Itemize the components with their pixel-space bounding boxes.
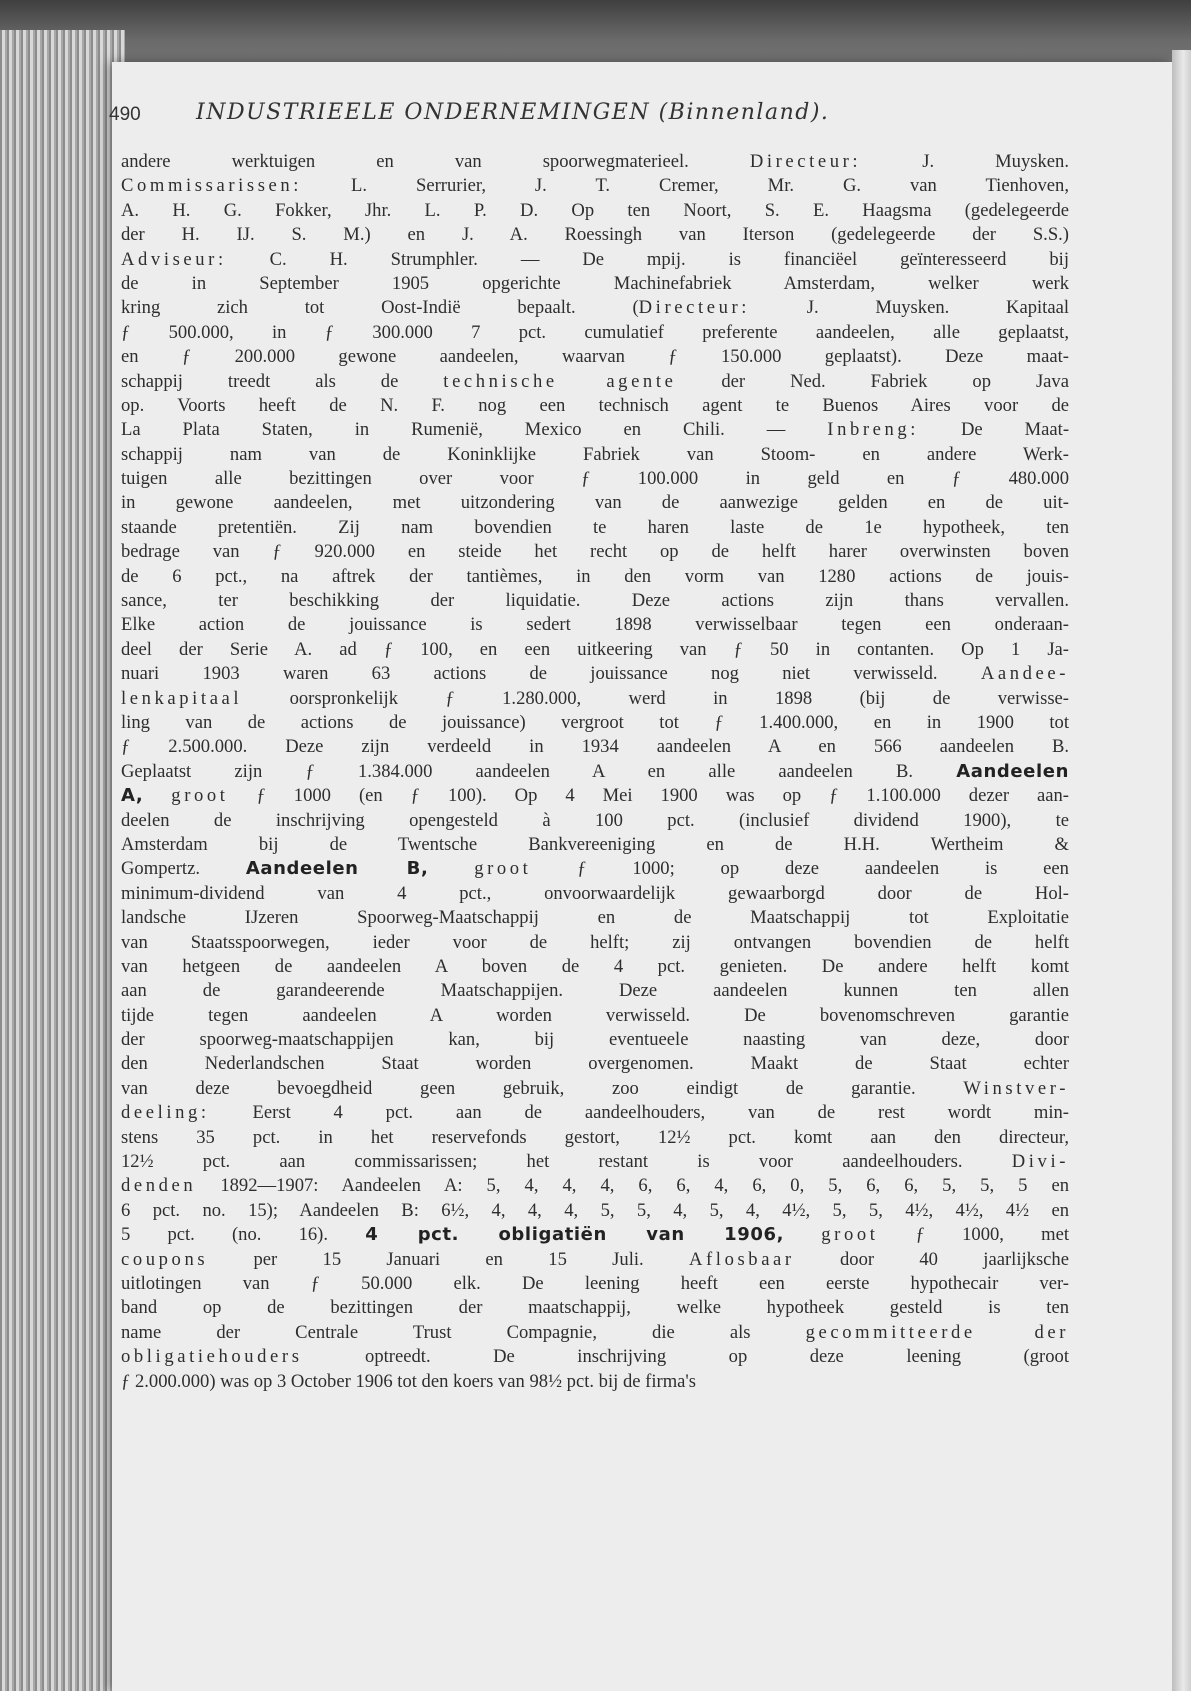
text-line [121,272,1069,296]
text-run: ƒ 2.500.000. Deze zijn verdeeld in 1934 aandeelen A en 566 aandeelen B. [121,736,1069,758]
text-run: 1892—1907: Aandeelen A: 5, 4, 4, 4, 6, 6, 4, 6, 0, 5, 6, 6, 5, 5, 5 en [196,1175,1069,1197]
text-line [121,760,1069,784]
text-run: de 6 pct., na aftrek der tantièmes, in den vorm van 1280 actions de jouis- [121,565,1069,587]
text-run: van hetgeen de aandeelen A boven de 4 pct. genieten. De andere helft komt [121,955,1069,977]
text-run: der spoorweg-maatschappijen kan, bij eventueele naasting van deze, door [121,1029,1069,1051]
text-line [121,1370,1069,1394]
text-run [428,858,474,879]
text-run: L. Serrurier, J. T. Cremer, Mr. G. van Tienhoven, [302,175,1069,197]
text-line [121,1199,1069,1223]
text-run [784,1224,821,1245]
text-line [121,613,1069,637]
text-run: Amsterdam bij de Twentsche Bankvereeniging en de H.H. Wertheim & [121,833,1069,855]
text-run: in gewone aandeelen, met uitzondering van de aanwezige gelden en de uit- [121,492,1069,514]
text-line [121,1345,1069,1369]
text-run: stens 35 pct. in het reservefonds gestort, 12½ pct. komt aan den directeur, [121,1126,1069,1148]
bold-heading: 4 pct. obligatiën van 1906, [365,1224,785,1246]
text-run: Elke action de jouissance is sedert 1898 verwisselbaar tegen een onderaan- [121,614,1069,636]
text-run: tijde tegen aandeelen A worden verwisseld. De bovenomschreven garantie [121,1004,1069,1026]
spaced-term: Directeur: [638,297,751,319]
text-run: Gompertz. [121,858,246,880]
text-line [121,906,1069,930]
text-run: de in September 1905 opgerichte Machinefabriek Amsterdam, welker werk [121,272,1069,294]
text-line [121,296,1069,320]
book-right-edge [1172,50,1191,1691]
text-run: deel der Serie A. ad ƒ 100, en een uitkeering van ƒ 50 in contanten. Op 1 Ja- [121,638,1069,660]
spaced-term: groot [474,858,532,880]
text-line [121,394,1069,418]
body-text [121,150,1069,1394]
text-run: deelen de inschrijving opengesteld à 100 pct. (inclusief dividend 1900), te [121,809,1069,831]
spaced-term: Adviseur: [121,248,227,270]
text-run: schappij treedt als de [121,370,444,392]
text-line [121,1321,1069,1345]
text-line [121,491,1069,515]
text-line [121,1101,1069,1125]
text-line [121,1223,1069,1247]
text-run: C. H. Strumphler. — De mpij. is financiëel geïnteresseerd bij [226,248,1069,270]
text-run: A. H. G. Fokker, Jhr. L. P. D. Op ten Noort, S. E. Haagsma (gedelegeerde [121,199,1069,221]
spaced-term: gecommitteerde der [805,1321,1069,1343]
text-run: landsche IJzeren Spoorweg-Maatschappij en de Maatschappij tot Exploitatie [121,907,1069,929]
spaced-term: Aandee- [980,663,1069,685]
text-line [121,882,1069,906]
text-run: minimum-dividend van 4 pct., onvoorwaardelijk gewaarborgd door de Hol- [121,882,1069,904]
text-run: ƒ 1000, met [878,1224,1069,1246]
text-run: der Ned. Fabriek op Java [676,370,1069,392]
spaced-term: obligatiehouders [121,1346,303,1368]
text-run: der H. IJ. S. M.) en J. A. Roessingh van Iterson (gedelegeerde der S.S.) [121,224,1069,246]
spaced-term: denden [121,1175,197,1197]
text-line [121,687,1069,711]
text-line [121,1028,1069,1052]
text-line [121,565,1069,589]
text-run: ƒ 1000 (en ƒ 100). Op 4 Mei 1900 was op ƒ 1.100.000 dezer aan- [228,785,1069,807]
spaced-term: deeling: [121,1102,210,1124]
text-run: J. Muysken. [861,151,1069,172]
text-line [121,1296,1069,1320]
text-run: op. Voorts heeft de N. F. nog een technisch agent te Buenos Aires voor de [121,394,1069,416]
text-line [121,735,1069,759]
text-run: 6 pct. no. 15); Aandeelen B: 6½, 4, 4, 4, 5, 5, 4, 5, 4, 4½, 5, 5, 4½, 4½, 4½ en [121,1199,1069,1221]
text-line [121,1004,1069,1028]
spaced-term: groot [821,1224,879,1246]
text-run: 12½ pct. aan commissarissen; het restant is voor aandeelhouders. [121,1151,1012,1173]
text-line [121,467,1069,491]
text-run: ƒ 500.000, in ƒ 300.000 7 pct. cumulatief preferente aandeelen, alle geplaatst, [121,321,1069,343]
text-line [121,174,1069,198]
text-run: 5 pct. (no. 16). [121,1224,366,1246]
spaced-term: Commissarissen: [121,175,303,197]
text-run: nuari 1903 waren 63 actions de jouissance nog niet verwisseld. [121,663,981,685]
bold-heading: Aandeelen [956,760,1069,782]
text-line [121,199,1069,223]
text-run: bedrage van ƒ 920.000 en steide het recht op de helft harer overwinsten boven [121,541,1069,563]
text-line [121,711,1069,735]
text-run: band op de bezittingen der maatschappij, welke hypotheek gesteld is ten [121,1297,1069,1319]
text-run: Eerst 4 pct. aan de aandeelhouders, van de rest wordt min- [209,1102,1069,1124]
text-line [121,516,1069,540]
text-line [121,1126,1069,1150]
text-run: De Maat- [919,419,1070,441]
text-run: ling van de actions de jouissance) vergroot tot ƒ 1.400.000, en in 1900 tot [121,711,1069,733]
text-line [121,223,1069,247]
bold-heading: A, [121,785,144,807]
text-line [121,248,1069,272]
text-run: staande pretentiën. Zij nam bovendien te haren laste de 1e hypotheek, ten [121,516,1069,538]
spaced-term: Directeur: [749,151,862,172]
page-number: 490 [109,104,141,125]
text-run: oorspronkelijk ƒ 1.280.000, werd in 1898 (bij de verwisse- [242,687,1069,709]
spaced-term: Winstver- [963,1077,1069,1099]
text-run: tuigen alle bezittingen over voor ƒ 100.000 in geld en ƒ 480.000 [121,468,1069,490]
bold-heading: Aandeelen B, [245,858,429,880]
text-run: den Nederlandschen Staat worden overgenomen. Maakt de Staat echter [121,1053,1069,1075]
spaced-term: groot [171,785,229,807]
spaced-term: Aflosbaar [688,1248,795,1270]
text-line [121,1052,1069,1076]
text-run: name der Centrale Trust Compagnie, die als [121,1321,806,1343]
text-run [143,785,171,806]
text-run: ƒ 2.000.000) was op 3 October 1906 tot den koers van 98½ pct. bij de firma's [121,1370,696,1392]
text-run: uitlotingen van ƒ 50.000 elk. De leening heeft een eerste hypothecair ver- [121,1272,1069,1294]
text-run: en ƒ 200.000 gewone aandeelen, waarvan ƒ 150.000 geplaatst). Deze maat- [121,346,1069,368]
text-run: J. Muysken. Kapitaal [750,297,1070,319]
text-line [121,809,1069,833]
text-run: sance, ter beschikking der liquidatie. Deze actions zijn thans vervallen. [121,590,1069,612]
text-run: La Plata Staten, in Rumenië, Mexico en Chili. — [121,419,828,441]
text-run: kring zich tot Oost-Indië bepaalt. ( [121,297,639,319]
spaced-term: coupons [121,1248,209,1270]
spaced-term: technische agente [443,370,677,392]
text-line [121,345,1069,369]
text-line [121,931,1069,955]
text-run: andere werktuigen en van spoorwegmaterieel. [121,151,750,172]
text-run: Geplaatst zijn ƒ 1.384.000 aandeelen A en alle aandeelen B. [121,760,957,782]
text-line [121,662,1069,686]
text-line [121,418,1069,442]
spaced-term: Divi- [1011,1151,1069,1173]
text-line [121,589,1069,613]
spaced-term: lenkapitaal [121,687,243,709]
text-line [121,638,1069,662]
text-line [121,1150,1069,1174]
text-run: van deze bevoegdheid geen gebruik, zoo eindigt de garantie. [121,1077,964,1099]
text-line [121,1248,1069,1272]
text-run: optreedt. De inschrijving op deze leening (groot [302,1346,1069,1368]
text-line [121,370,1069,394]
text-run: door 40 jaarlijksche [794,1248,1069,1270]
text-line [121,443,1069,467]
text-run: schappij nam van de Koninklijke Fabriek van Stoom- en andere Werk- [121,443,1069,465]
text-run: per 15 Januari en 15 Juli. [208,1248,689,1270]
text-line [121,540,1069,564]
text-run: van Staatsspoorwegen, ieder voor de helft; zij ontvangen bovendien de helft [121,931,1069,953]
running-title: INDUSTRIEELE ONDERNEMINGEN (Binnenland). [196,100,830,125]
text-run: aan de garandeerende Maatschappijen. Deze aandeelen kunnen ten allen [121,980,1069,1002]
book-page-edges [0,30,125,1691]
text-line [121,857,1069,881]
text-run: ƒ 1000; op deze aandeelen is een [531,858,1069,880]
text-line [121,979,1069,1003]
text-line [121,1174,1069,1198]
text-line [121,833,1069,857]
text-line [121,955,1069,979]
text-line [121,150,1069,174]
text-line [121,784,1069,808]
text-line [121,1077,1069,1101]
text-line [121,321,1069,345]
text-line [121,1272,1069,1296]
spaced-term: Inbreng: [827,419,920,441]
